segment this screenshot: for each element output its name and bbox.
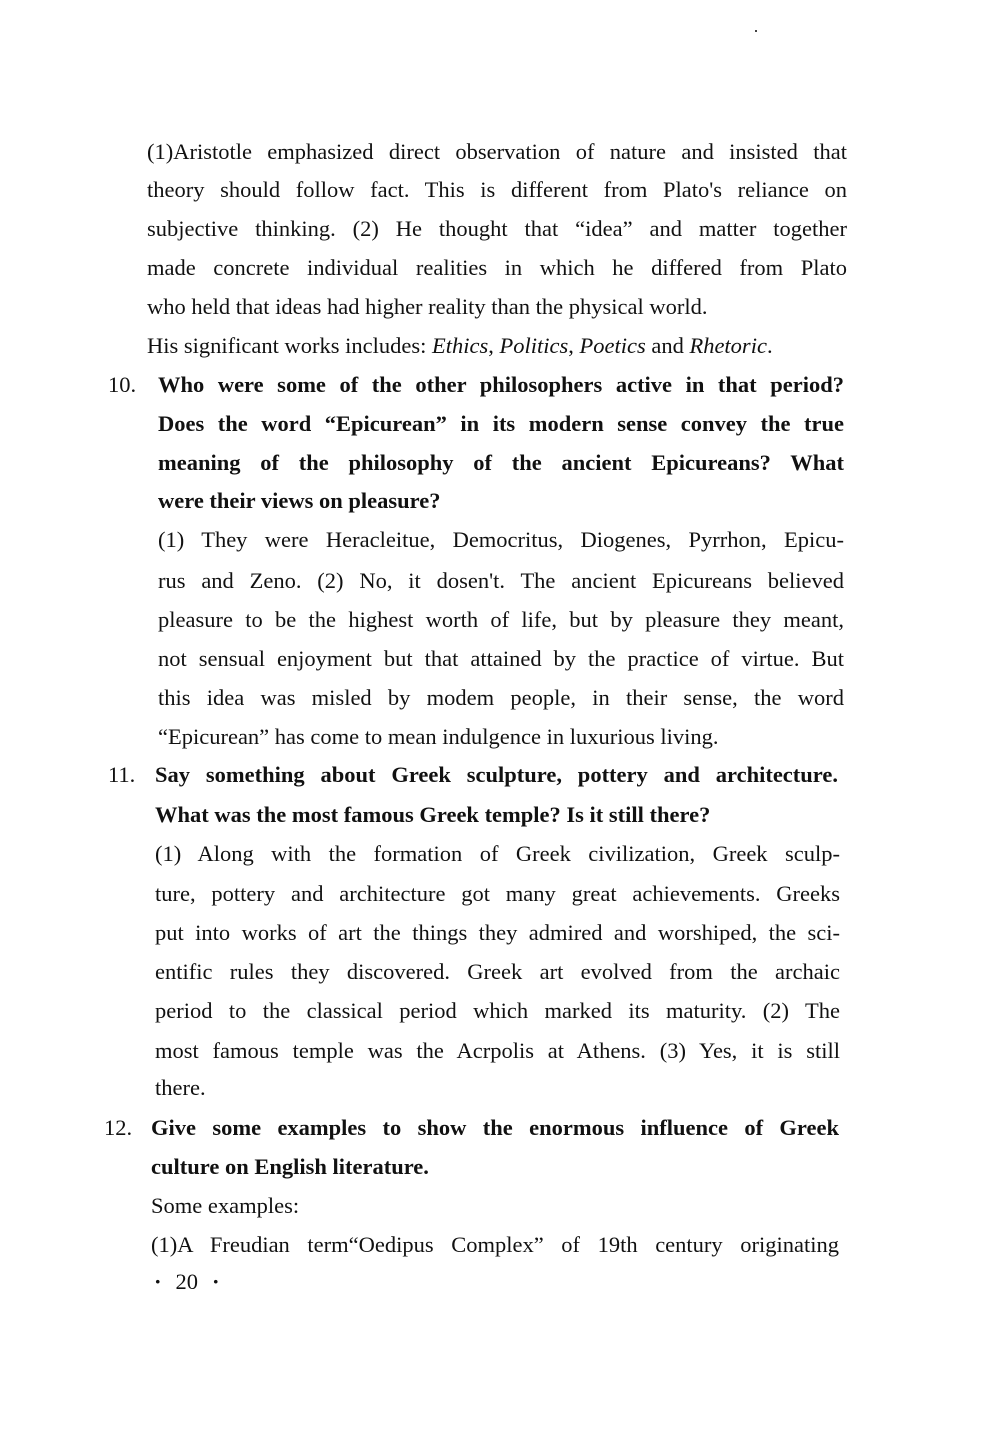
page-bullet: · [212, 1269, 220, 1294]
works-separator: , [568, 333, 580, 358]
question-line: What was the most famous Greek temple? Is it still there? [155, 802, 711, 827]
scan-speck [755, 30, 757, 32]
answer-line: most famous temple was the Acrpolis at Athens. (3) Yes, it is still [155, 1038, 840, 1063]
answer-line: (1) Along with the formation of Greek civilization, Greek sculp- [155, 841, 840, 866]
page-bullet: · [154, 1269, 162, 1294]
question-number: 11. [108, 762, 136, 787]
text-line: made concrete individual realities in which he differed from Plato [147, 255, 847, 280]
answer-line: put into works of art the things they admired and worshiped, the sci- [155, 920, 840, 945]
text-line: theory should follow fact. This is different from Plato's reliance on [147, 177, 847, 202]
text-line: who held that ideas had higher reality than the physical world. [147, 294, 708, 319]
work-title: Poetics [579, 333, 646, 358]
answer-line: there. [155, 1075, 206, 1100]
work-title: Rhetoric [689, 333, 767, 358]
text-line: (1)Aristotle emphasized direct observation of nature and insisted that [147, 139, 847, 164]
works-end: . [766, 333, 773, 358]
work-title: Ethics [431, 333, 489, 358]
answer-line: (1)A Freudian term“Oedipus Complex” of 19th century originating [151, 1232, 839, 1257]
question-number: 10. [108, 372, 137, 397]
page-number [140, 1267, 234, 1297]
works-line [147, 331, 773, 361]
answer-line: Some examples: [151, 1193, 300, 1218]
answer-line: not sensual enjoyment but that attained by the practice of virtue. But [158, 646, 844, 671]
answer-line: (1) They were Heracleitue, Democritus, Diogenes, Pyrrhon, Epicu- [158, 527, 844, 552]
question-line: Does the word “Epicurean” in its modern sense convey the true [158, 411, 844, 436]
answer-line: pleasure to be the highest worth of life, but by pleasure they meant, [158, 607, 844, 632]
work-title: Politics [499, 333, 569, 358]
works-conjunction: and [645, 333, 690, 358]
question-line: meaning of the philosophy of the ancient Epicureans? What [158, 450, 844, 475]
page-number-text: 20 [175, 1269, 199, 1294]
question-number: 12. [104, 1115, 133, 1140]
question-line: Give some examples to show the enormous influence of Greek [151, 1115, 839, 1140]
answer-line: rus and Zeno. (2) No, it dosen't. The ancient Epicureans believed [158, 568, 844, 593]
answer-line: entific rules they discovered. Greek art evolved from the archaic [155, 959, 840, 984]
text-line: subjective thinking. (2) He thought that “idea” and matter together [147, 216, 847, 241]
works-prefix: His significant works includes: [147, 333, 432, 358]
answer-line: period to the classical period which marked its maturity. (2) The [155, 998, 840, 1023]
question-line: were their views on pleasure? [158, 488, 441, 513]
question-line: Who were some of the other philosophers active in that period? [158, 372, 844, 397]
question-line: Say something about Greek sculpture, pottery and architecture. [155, 762, 838, 787]
question-line: culture on English literature. [151, 1154, 429, 1179]
answer-line: “Epicurean” has come to mean indulgence in luxurious living. [158, 724, 719, 749]
answer-line: this idea was misled by modem people, in their sense, the word [158, 685, 844, 710]
answer-line: ture, pottery and architecture got many great achievements. Greeks [155, 881, 840, 906]
works-separator: , [488, 333, 500, 358]
